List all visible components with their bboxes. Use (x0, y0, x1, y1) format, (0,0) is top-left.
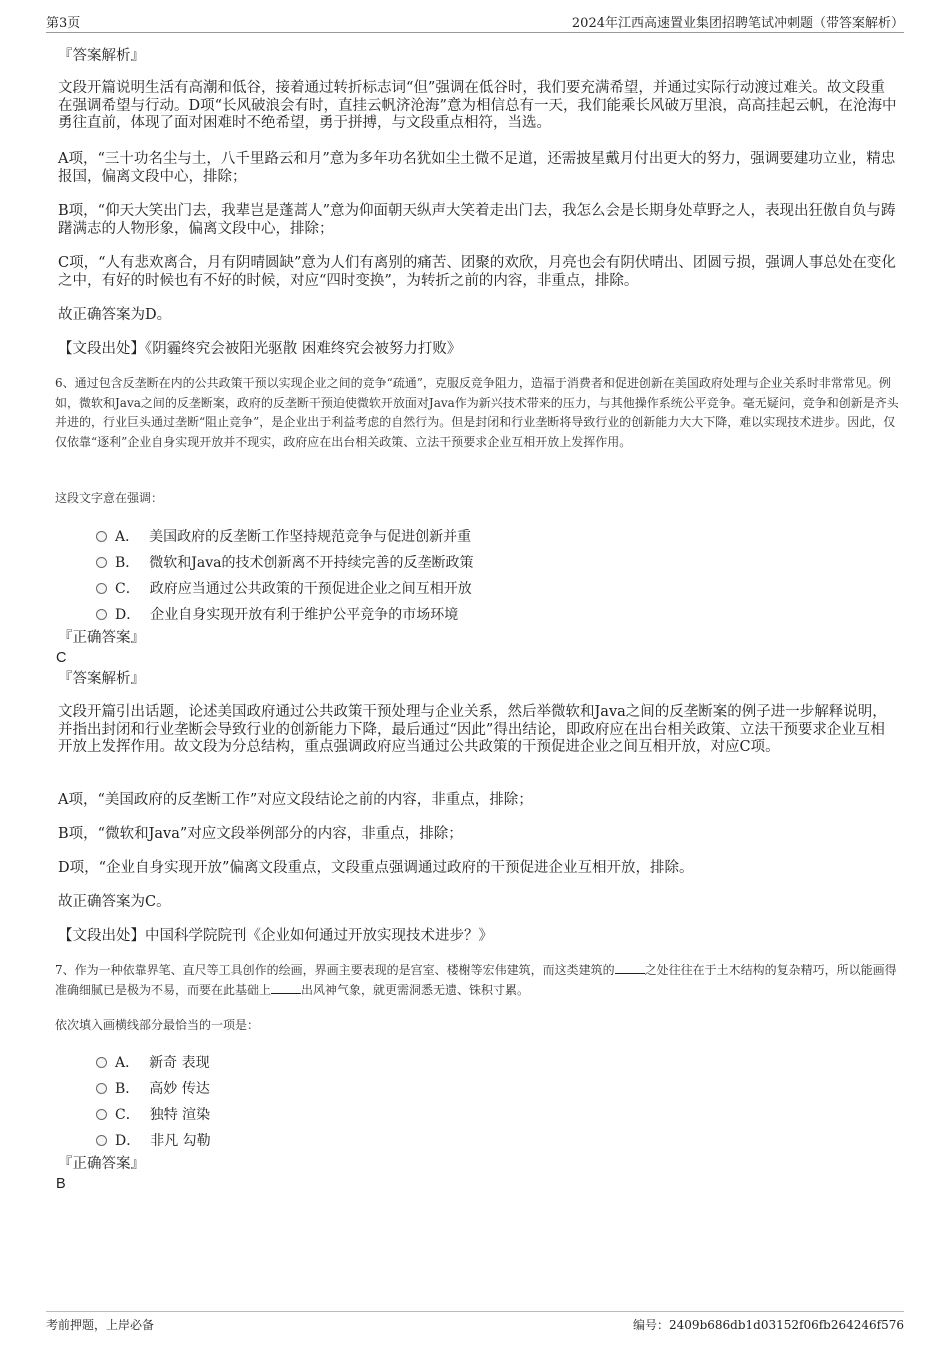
analysis-conclusion: 故正确答案为D。 (58, 307, 172, 323)
analysis-paragraph: A项，“美国政府的反垄断工作”对应文段结论之前的内容，非重点，排除； (58, 792, 533, 808)
option-a[interactable]: A． 新奇 表现 (96, 1052, 210, 1072)
question-prompt: 这段文字意在强调： (55, 491, 164, 505)
option-b[interactable]: B． 微软和Java的技术创新离不开持续完善的反垄断政策 (96, 552, 474, 572)
radio-icon[interactable] (96, 557, 107, 568)
option-b[interactable]: B． 高妙 传达 (96, 1078, 210, 1098)
analysis-paragraph: A项，“三十功名尘与土，八千里路云和月”意为多年功名犹如尘土微不足道，还需披星戴月付出更大的努力，强调要建功立业，精忠报国，偏离文段中心，排除； (58, 151, 896, 185)
radio-icon[interactable] (96, 1135, 107, 1146)
correct-answer-label: 『正确答案』 (58, 1156, 145, 1172)
question-stem: 7、作为一种依靠界笔、直尺等工具创作的绘画，界画主要表现的是宫室、楼榭等宏伟建筑，而这类建筑的 之处往往在于土木结构的复杂精巧，所以能画得准确细腻已是极为不易，而要在此基础上 出风神气象，就更需洞悉无遗、铢积寸累。 (55, 963, 897, 997)
page-number: 第3页 (46, 16, 81, 31)
correct-answer: B (56, 1176, 66, 1192)
analysis-paragraph: 文段开篇引出话题，论述美国政府通过公共政策干预处理与企业关系，然后举微软和Java之间的反垄断案的例子进一步解释说明，并指出封闭和行业垄断会导致行业的创新能力下降，最后通过“因此”得出结论，即政府应在出台相关政策、立法干预要求企业互相开放上发挥作用。故文段为分总结构，重点强调政府应当通过公共政策的干预促进企业之间互相开放，对应C项。 (58, 704, 887, 755)
radio-icon[interactable] (96, 1109, 107, 1120)
document-title: 2024年江西高速置业集团招聘笔试冲刺题（带答案解析） (571, 16, 904, 31)
fill-blank (615, 961, 645, 974)
correct-answer-label: 『正确答案』 (58, 630, 145, 646)
analysis-paragraph: 文段开篇说明生活有高潮和低谷，接着通过转折标志词“但”强调在低谷时，我们要充满希望，并通过实际行动渡过难关。故文段重在强调希望与行动。D项“长风破浪会有时，直挂云帆济沧海”意为相信总有一天，我们能乘长风破万里浪，高高挂起云帆，在沧海中勇往直前，体现了面对困难时不绝希望，勇于拼搏，与文段重点相符，当选。 (58, 80, 897, 131)
analysis-conclusion: 故正确答案为C。 (58, 894, 171, 910)
page-footer (46, 1311, 904, 1332)
radio-icon[interactable] (96, 583, 107, 594)
correct-answer: C (56, 650, 67, 666)
fill-blank (271, 981, 301, 994)
analysis-paragraph: B项，“仰天大笑出门去，我辈岂是蓬蒿人”意为仰面朝天纵声大笑着走出门去，我怎么会是长期身处草野之人，表现出狂傲自负与踌躇满志的人物形象，偏离文段中心，排除； (58, 203, 896, 237)
radio-icon[interactable] (96, 1057, 107, 1068)
option-d[interactable]: D． 企业自身实现开放有利于维护公平竞争的市场环境 (96, 604, 458, 624)
analysis-paragraph: B项，“微软和Java”对应文段举例部分的内容，非重点，排除； (58, 826, 463, 842)
question-prompt: 依次填入画横线部分最恰当的一项是： (55, 1018, 260, 1032)
question-stem: 6、通过包含反垄断在内的公共政策干预以实现企业之间的竞争“疏通”，克服反竞争阻力，造福于消费者和促进创新在美国政府处理与企业关系时非常常见。例如，微软和Java之间的反垄断案，政府的反垄断干预迫使微软开放面对Java作为新兴技术带来的压力，与其他操作系统公平竞争。毫无疑问，竞争和创新是齐头并进的，行业巨头通过垄断“阻止竞争”，是企业出于利益考虑的自然行为。但是封闭和行业垄断将导致行业的创新能力大大下降，难以实现技术进步。因此，仅仅依靠“逐利”企业自身实现开放并不现实，政府应在出台相关政策、立法干预要求企业互相开放上发挥作用。 (55, 376, 899, 449)
document-id: 编号：2409b686db1d03152f06fb264246f576 (633, 1318, 904, 1332)
option-d[interactable]: D． 非凡 勾勒 (96, 1130, 211, 1150)
footer-slogan: 考前押题，上岸必备 (46, 1318, 155, 1332)
option-a[interactable]: A． 美国政府的反垄断工作坚持规范竞争与促进创新并重 (96, 526, 471, 546)
source-note: 【文段出处】《阴霾终究会被阳光驱散 困难终究会被努力打败》 (58, 341, 462, 357)
radio-icon[interactable] (96, 609, 107, 620)
radio-icon[interactable] (96, 531, 107, 542)
radio-icon[interactable] (96, 1083, 107, 1094)
analysis-label: 『答案解析』 (58, 671, 145, 687)
source-note: 【文段出处】中国科学院院刊《企业如何通过开放实现技术进步？》 (58, 928, 493, 944)
option-c[interactable]: C． 独特 渲染 (96, 1104, 210, 1124)
analysis-label: 『答案解析』 (58, 48, 145, 64)
analysis-paragraph: C项，“人有悲欢离合，月有阴晴圆缺”意为人们有离别的痛苦、团聚的欢欣，月亮也会有阴伏晴出、团圆亏损，强调人事总处在变化之中，有好的时候也有不好的时候，对应“四时变换”，为转折之前的内容，非重点，排除。 (58, 255, 896, 289)
analysis-paragraph: D项，“企业自身实现开放”偏离文段重点，文段重点强调通过政府的干预促进企业互相开放，排除。 (58, 860, 694, 876)
option-c[interactable]: C． 政府应当通过公共政策的干预促进企业之间互相开放 (96, 578, 472, 598)
page-header (46, 12, 904, 33)
